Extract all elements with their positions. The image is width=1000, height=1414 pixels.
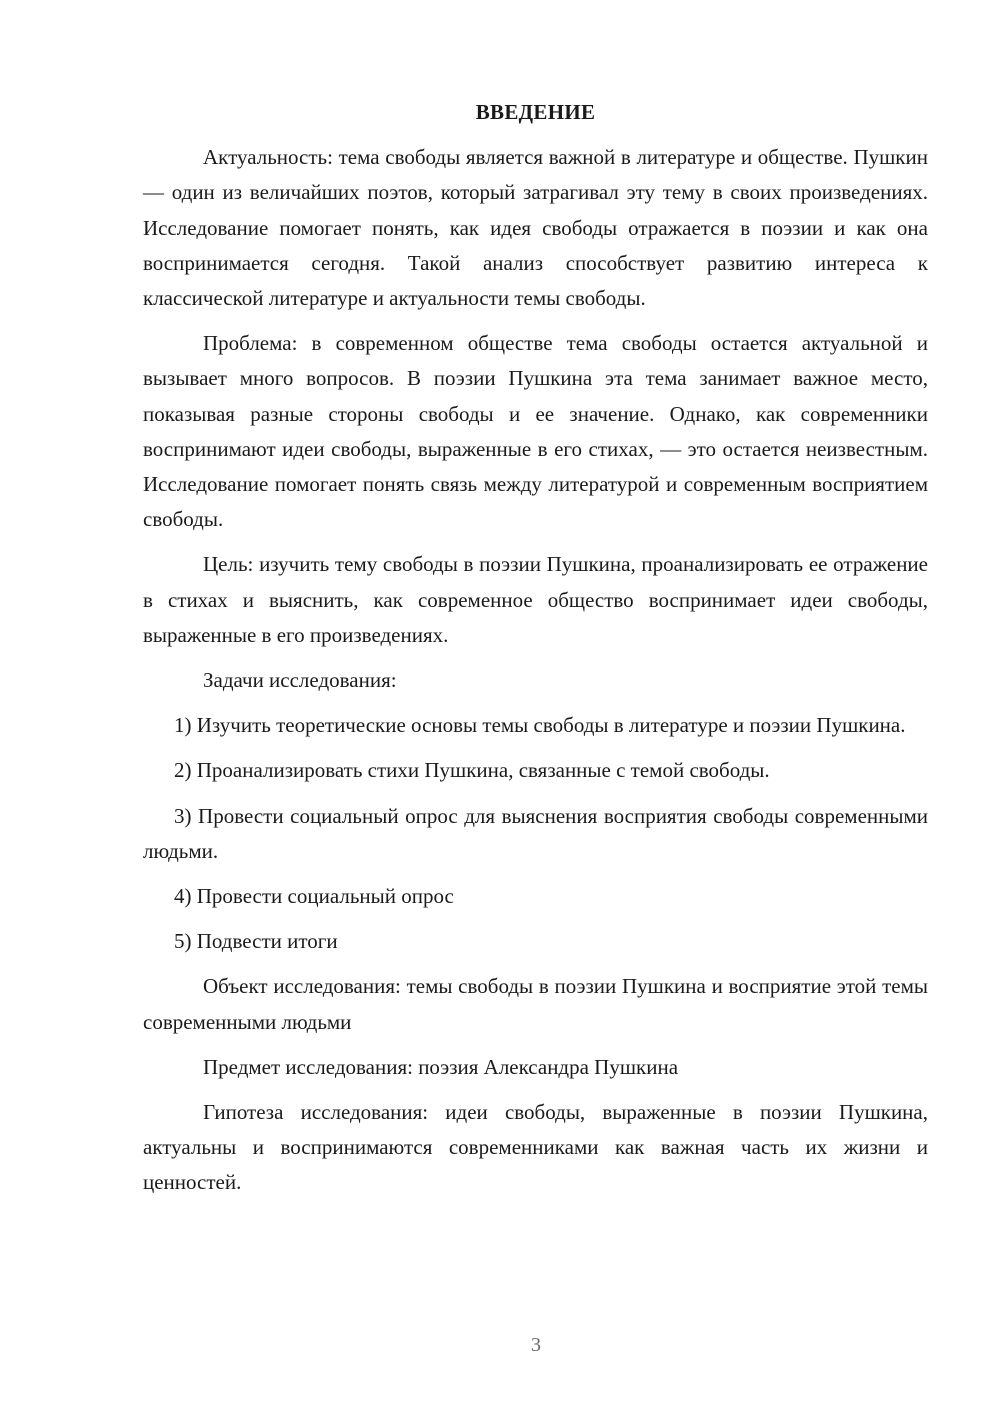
document-page [143, 95, 928, 1211]
paragraph-actuality: Актуальность: тема свободы является важной в литературе и обществе. Пушкин — один из величайших поэтов, который затрагивал эту тему в своих произведениях. Исследование помогает понять, как идея свободы отражается в поэзии и как она воспринимается сегодня. Такой анализ способствует развитию интереса к классической литературе и актуальности темы свободы. [143, 145, 928, 311]
paragraph-hypothesis: Гипотеза исследования: идеи свободы, выраженные в поэзии Пушкина, актуальны и воспринимаются современниками как важная часть их жизни и ценностей. [143, 1100, 928, 1195]
task-item: 3) Провести социальный опрос для выяснения восприятия свободы современными людьми. [143, 803, 928, 863]
paragraph-object: Объект исследования: темы свободы в поэзии Пушкина и восприятие этой темы современными людьми [143, 974, 928, 1034]
tasks-heading: Задачи исследования: [203, 668, 397, 693]
task-item: 5) Подвести итоги [174, 929, 338, 954]
paragraph-problem: Проблема: в современном обществе тема свободы остается актуальной и вызывает много вопросов. В поэзии Пушкина эта тема занимает важное место, показывая разные стороны свободы и ее значение. Однако, как современники воспринимают идеи свободы, выраженные в его стихах, — это остается неизвестным. Исследование помогает понять связь между литературой и современным восприятием свободы. [143, 331, 928, 532]
task-item: 2) Проанализировать стихи Пушкина, связанные с темой свободы. [174, 758, 770, 783]
task-item: 4) Провести социальный опрос [174, 884, 454, 909]
paragraph-goal: Цель: изучить тему свободы в поэзии Пушкина, проанализировать ее отражение в стихах и выяснить, как современное общество воспринимает идеи свободы, выраженные в его произведениях. [143, 552, 928, 647]
task-item: 1) Изучить теоретические основы темы свободы в литературе и поэзии Пушкина. [174, 713, 906, 738]
section-title: ВВЕДЕНИЕ [475, 100, 596, 124]
paragraph-subject: Предмет исследования: поэзия Александра Пушкина [203, 1054, 679, 1079]
page-number: 3 [531, 1334, 541, 1356]
